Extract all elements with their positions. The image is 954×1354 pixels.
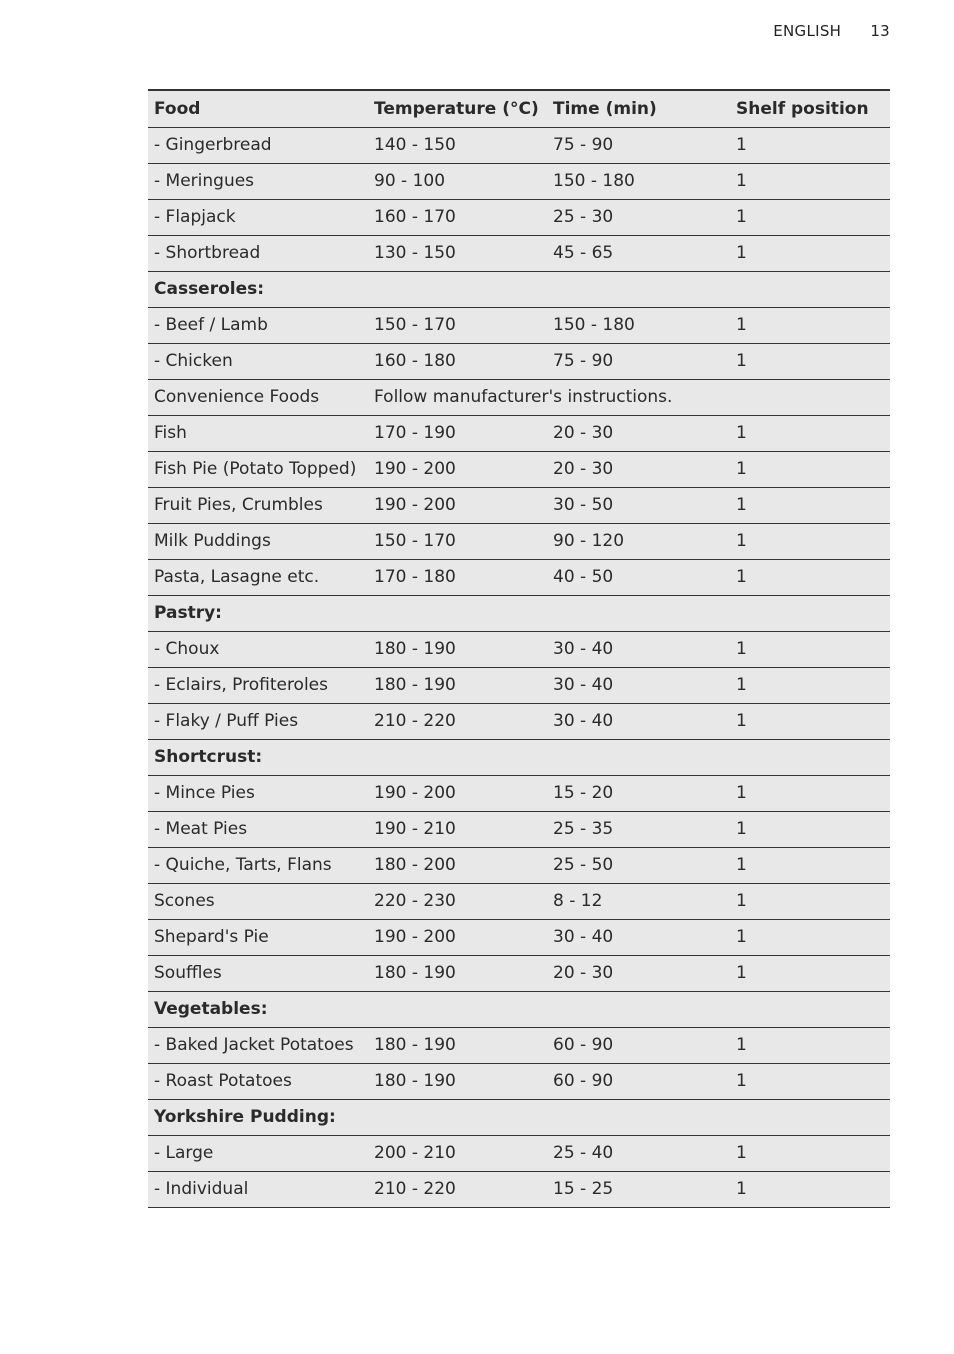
cell-temperature: 200 - 210 [374,1143,456,1163]
cell-food: - Beef / Lamb [154,315,268,335]
cell-food: - Mince Pies [154,783,255,803]
cell-shelf-position: 1 [736,567,747,587]
cell-temperature: 170 - 190 [374,423,456,443]
cell-food: - Large [154,1143,214,1163]
cell-time: 30 - 40 [553,711,614,731]
cell-temperature: 180 - 190 [374,1071,456,1091]
cell-food: Fish [154,423,187,443]
table-row [148,380,890,416]
table-row [148,308,890,344]
table-row [148,1136,890,1172]
section-title: Pastry: [154,603,222,623]
cell-food: - Chicken [154,351,233,371]
cell-temperature: 170 - 180 [374,567,456,587]
table-row [148,236,890,272]
cell-time: 30 - 40 [553,927,614,947]
cell-temperature: 190 - 200 [374,927,456,947]
table-row [148,632,890,668]
cell-temperature: 160 - 170 [374,207,456,227]
cell-time: 15 - 20 [553,783,614,803]
table-row [148,920,890,956]
cell-time: 20 - 30 [553,963,614,983]
cell-time: 60 - 90 [553,1035,614,1055]
cell-food: Pasta, Lasagne etc. [154,567,320,587]
table-row [148,884,890,920]
cell-time: 60 - 90 [553,1071,614,1091]
table-row [148,812,890,848]
cell-time: 30 - 50 [553,495,614,515]
cell-food: - Shortbread [154,243,261,263]
cell-temperature: 210 - 220 [374,711,456,731]
table-row [148,416,890,452]
table-row [148,488,890,524]
cell-shelf-position: 1 [736,315,747,335]
cell-temperature: 220 - 230 [374,891,456,911]
table-row [148,776,890,812]
cell-temperature: 180 - 190 [374,675,456,695]
section-title: Vegetables: [154,999,268,1019]
cell-shelf-position: 1 [736,1071,747,1091]
cell-shelf-position: 1 [736,855,747,875]
cell-temperature: 180 - 190 [374,639,456,659]
cell-time: 90 - 120 [553,531,625,551]
cell-food: - Meringues [154,171,255,191]
cell-shelf-position: 1 [736,1179,747,1199]
cell-temperature: 140 - 150 [374,135,456,155]
cell-time: 15 - 25 [553,1179,614,1199]
table-row [148,1172,890,1208]
cell-shelf-position: 1 [736,783,747,803]
cell-shelf-position: 1 [736,243,747,263]
cell-time: 40 - 50 [553,567,614,587]
cell-food: Scones [154,891,215,911]
cooking-table [148,89,890,1208]
table-row [148,1064,890,1100]
cell-time: 25 - 50 [553,855,614,875]
page-number: 13 [870,22,890,40]
cell-food: - Choux [154,639,220,659]
cell-temperature: 180 - 200 [374,855,456,875]
table-row [148,344,890,380]
cell-temperature: 180 - 190 [374,963,456,983]
cell-temperature: 210 - 220 [374,1179,456,1199]
column-header-time: Time (min) [553,98,657,119]
cell-food: Milk Puddings [154,531,271,551]
section-title: Shortcrust: [154,747,263,767]
column-header-temperature: Temperature (°C) [374,98,539,119]
cell-temperature: 190 - 200 [374,459,456,479]
cell-food: Convenience Foods [154,387,320,407]
cell-time: 8 - 12 [553,891,603,911]
table-row [148,668,890,704]
cell-time: 150 - 180 [553,315,635,335]
cell-shelf-position: 1 [736,1035,747,1055]
cell-shelf-position: 1 [736,495,747,515]
section-header-row [148,740,890,776]
cell-shelf-position: 1 [736,207,747,227]
cell-food: Shepard's Pie [154,927,269,947]
language-label: ENGLISH [773,22,842,40]
cell-shelf-position: 1 [736,135,747,155]
cell-shelf-position: 1 [736,927,747,947]
cell-time: 30 - 40 [553,639,614,659]
cell-shelf-position: 1 [736,963,747,983]
cell-time: 45 - 65 [553,243,614,263]
cell-temperature: 190 - 200 [374,783,456,803]
cell-temperature: 190 - 210 [374,819,456,839]
cell-time: 30 - 40 [553,675,614,695]
column-header-food: Food [154,98,201,119]
cell-food: - Meat Pies [154,819,248,839]
table-header-row [148,91,890,128]
cell-temperature: 150 - 170 [374,315,456,335]
page-header [773,22,890,40]
cell-food: - Roast Potatoes [154,1071,292,1091]
cell-shelf-position: 1 [736,423,747,443]
cell-food: Souffles [154,963,222,983]
cell-food: - Baked Jacket Potatoes [154,1035,354,1055]
cell-food: - Quiche, Tarts, Flans [154,855,332,875]
cell-time: 20 - 30 [553,423,614,443]
cell-shelf-position: 1 [736,459,747,479]
cell-temperature: 180 - 190 [374,1035,456,1055]
cell-food: - Flaky / Puff Pies [154,711,299,731]
cell-shelf-position: 1 [736,171,747,191]
cell-food: - Individual [154,1179,249,1199]
cell-temperature: 190 - 200 [374,495,456,515]
cell-shelf-position: 1 [736,531,747,551]
cell-temperature: 150 - 170 [374,531,456,551]
column-header-shelf-position: Shelf position [736,98,869,119]
cell-time: 150 - 180 [553,171,635,191]
cell-food: - Gingerbread [154,135,272,155]
cell-time: 20 - 30 [553,459,614,479]
cell-shelf-position: 1 [736,675,747,695]
cell-shelf-position: 1 [736,891,747,911]
cell-time: 75 - 90 [553,135,614,155]
table-row [148,164,890,200]
cell-food: Fruit Pies, Crumbles [154,495,323,515]
cell-food: - Eclairs, Profiteroles [154,675,329,695]
cell-time: 25 - 35 [553,819,614,839]
cell-time: 25 - 30 [553,207,614,227]
section-header-row [148,596,890,632]
cell-note: Follow manufacturer's instructions. [374,387,673,407]
table-row [148,452,890,488]
cell-temperature: 90 - 100 [374,171,446,191]
cell-shelf-position: 1 [736,351,747,371]
cell-shelf-position: 1 [736,1143,747,1163]
section-header-row [148,992,890,1028]
table-row [148,956,890,992]
cell-shelf-position: 1 [736,819,747,839]
cell-shelf-position: 1 [736,639,747,659]
table-row [148,560,890,596]
section-title: Yorkshire Pudding: [154,1107,336,1127]
section-title: Casseroles: [154,279,265,299]
section-header-row [148,272,890,308]
cell-time: 75 - 90 [553,351,614,371]
table-row [148,524,890,560]
table-row [148,848,890,884]
table-row [148,200,890,236]
table-row [148,704,890,740]
table-row [148,128,890,164]
cell-food: - Flapjack [154,207,236,227]
cell-time: 25 - 40 [553,1143,614,1163]
cell-shelf-position: 1 [736,711,747,731]
section-header-row [148,1100,890,1136]
cell-temperature: 160 - 180 [374,351,456,371]
table-row [148,1028,890,1064]
cell-food: Fish Pie (Potato Topped) [154,459,357,479]
cell-temperature: 130 - 150 [374,243,456,263]
